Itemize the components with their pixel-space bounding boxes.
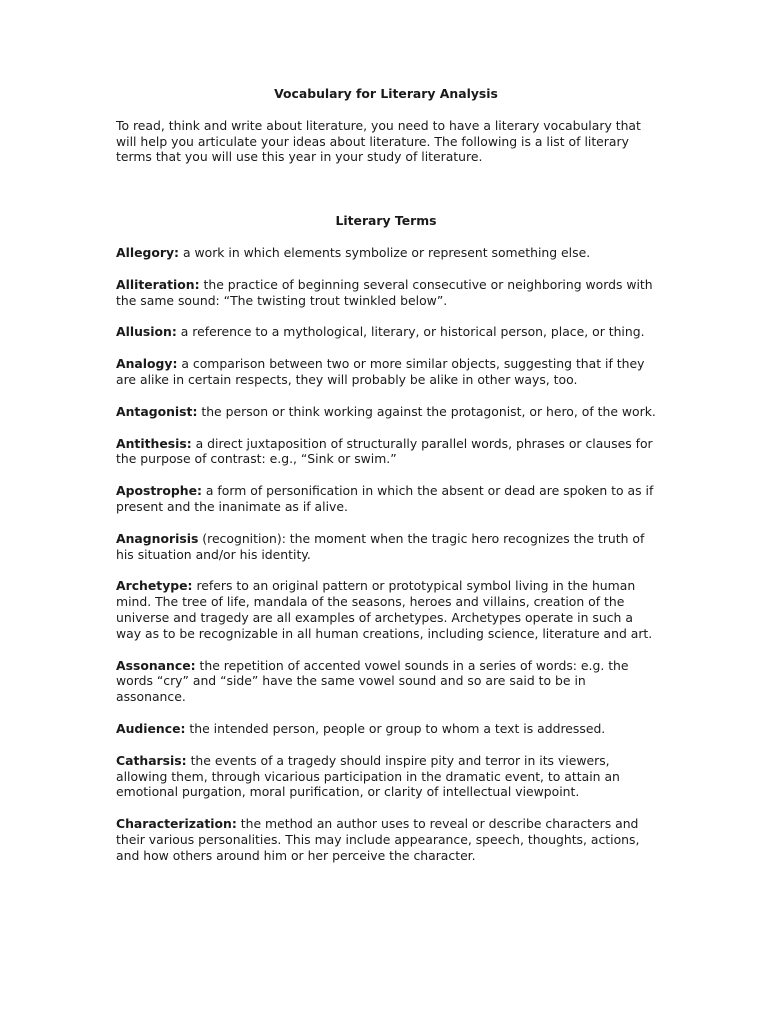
term-name: Apostrophe:	[116, 483, 202, 499]
term-entry-characterization	[116, 816, 656, 863]
term-definition: a direct juxtaposition of structurally parallel words, phrases or clauses for the purpose of contrast: e.g., “Sink or swim.”	[116, 435, 653, 467]
document-title: Vocabulary for Literary Analysis	[274, 86, 498, 101]
term-entry-anagnorisis	[116, 531, 656, 563]
intro-paragraph: To read, think and write about literature, you need to have a literary vocabulary that will help you articulate your ideas about literature. The following is a list of literary terms that you will use this year in your study of literature.	[116, 117, 641, 165]
term-entry-allegory	[116, 245, 656, 261]
term-entry-alliteration	[116, 277, 656, 309]
term-definition: a comparison between two or more similar objects, suggesting that if they are alike in certain respects, they will probably be alike in other ways, too.	[116, 356, 645, 387]
term-definition: the person or think working against the protagonist, or hero, of the work.	[197, 403, 656, 419]
term-name: Antithesis:	[116, 435, 192, 451]
term-name: Analogy:	[116, 356, 178, 372]
term-definition: refers to an original pattern or prototypical symbol living in the human mind. The tree of life, mandala of the seasons, heroes and villains, creation of the universe and tragedy are all examples of archetypes. Archetypes operate in such a way as to be recognizable in all human creations, including science, literature and art.	[116, 578, 653, 641]
term-definition: a form of personification in which the absent or dead are spoken to as if present and the inanimate as if alive.	[116, 483, 654, 514]
term-entry-allusion	[116, 324, 656, 340]
term-name: Audience:	[116, 720, 186, 736]
term-entry-audience	[116, 721, 656, 737]
term-definition: a work in which elements symbolize or represent something else.	[179, 244, 591, 260]
term-entry-archetype	[116, 578, 656, 641]
term-name: Assonance:	[116, 657, 196, 673]
term-entry-apostrophe	[116, 483, 656, 515]
document-page	[116, 86, 656, 880]
term-name: Allegory:	[116, 244, 180, 260]
term-entry-antithesis	[116, 436, 656, 468]
term-definition: the events of a tragedy should inspire pity and terror in its viewers, allowing them, through vicarious participation in the dramatic event, to attain an emotional purgation, moral purification, or clarity of intellectual viewpoint.	[116, 752, 620, 800]
term-name: Anagnorisis	[116, 530, 199, 546]
term-definition: the intended person, people or group to whom a text is addressed.	[185, 720, 606, 736]
term-list	[116, 245, 656, 864]
term-definition: a reference to a mythological, literary, or historical person, place, or thing.	[176, 324, 645, 340]
term-entry-analogy	[116, 356, 656, 388]
term-definition: : the moment when the tragic hero recognizes the truth of his situation and/or his identity.	[116, 530, 645, 562]
term-note: (recognition)	[198, 530, 282, 546]
term-name: Characterization:	[116, 816, 237, 832]
term-definition: the method an author uses to reveal or describe characters and their various personalities. This may include appearance, speech, thoughts, actions, and how others around him or her perceive the character.	[116, 816, 640, 863]
term-name: Catharsis:	[116, 752, 187, 768]
term-name: Antagonist:	[116, 403, 198, 419]
term-name: Archetype:	[116, 578, 193, 594]
term-definition: the repetition of accented vowel sounds in a series of words: e.g. the words “cry” and “side” have the same vowel sound and so are said to be in assonance.	[116, 657, 629, 705]
section-title: Literary Terms	[335, 213, 437, 229]
term-name: Alliteration:	[116, 276, 200, 292]
term-name: Allusion:	[116, 324, 177, 340]
term-definition: the practice of beginning several consecutive or neighboring words with the same sound: “The twisting trout twinkled below”.	[116, 276, 653, 308]
term-entry-antagonist	[116, 404, 656, 420]
term-entry-catharsis	[116, 753, 656, 800]
term-entry-assonance	[116, 658, 656, 705]
